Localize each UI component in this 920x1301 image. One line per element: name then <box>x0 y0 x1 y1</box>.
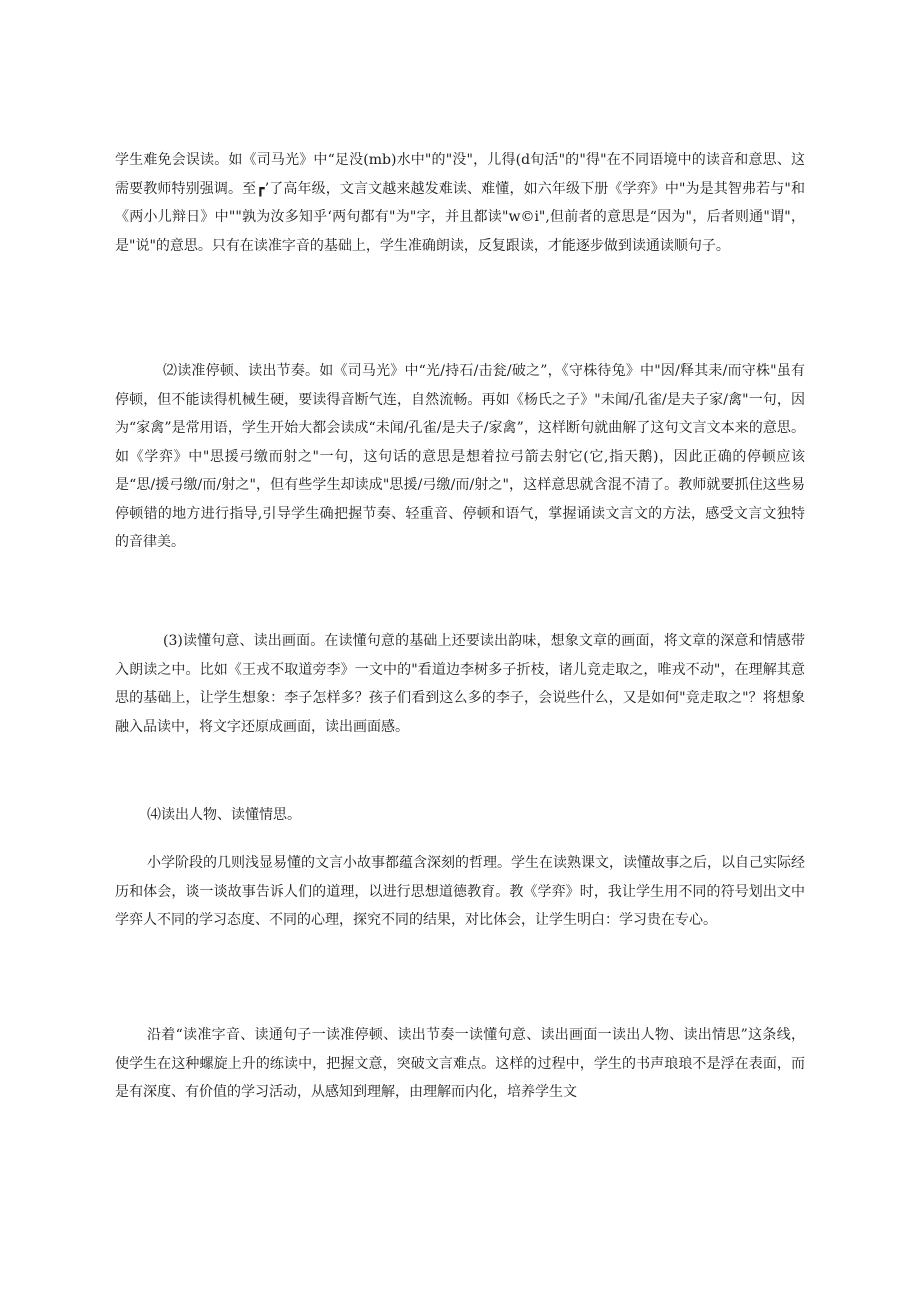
paragraph-heading-characters: ⑷读出人物、读懂情思。 <box>147 807 301 823</box>
paragraph-summary-line: 沿着“读准字音、读通句子一读准停顿、读出节奏一读懂句意、读出画面一读出人物、读出情思”这条线，使学生在这种螺旋上升的练读中，把握文意，突破文言难点。这样的过程中，学生的书声琅琅不是浮在表面，而是有深度、有价值的学习活动，从感知到理解，由理解而内化，培养学生文 <box>115 1027 805 1100</box>
paragraph-reading-pauses: ⑵读准停顿、读出节奏。如《司马光》中“光/持石/击瓮/破之”，《守株待兔》中"因/释其耒/而守株"虽有停顿，但不能读得机械生硬，要读得音断气连，自然流畅。再如《杨氏之子》"未闻/孔雀/是夫子家/禽"一句，因为“家禽”是常用语，学生开始大都会读成“未闻/孔雀/是夫子/家禽”，这样断句就曲解了这句文言文本来的意思。如《学弈》中"思援弓缴而射之"一句，这句话的意思是想着拉弓箭去射它(它,指天鹅)，因此正确的停顿应该是“思/援弓缴/而/射之"，但有些学生却读成"思援/弓缴/而/射之"，这样意思就含混不清了。教师就要抓住这些易停顿错的地方进行指导,引导学生确把握节奏、轻重音、停顿和语气，掌握诵读文言文的方法，感受文言文独特的音律美。 <box>115 363 805 550</box>
paragraph-moral-education: 小学阶段的几则浅显易懂的文言小故事都蕴含深刻的哲理。学生在读熟课文，读懂故事之后，以自己实际经历和体会，谈一谈故事告诉人们的道理，以进行思想道德教育。教《学弈》时，我让学生用不同的符号划出文中学弈人不同的学习态度、不同的心理，探究不同的结果，对比体会，让学生明白：学习贵在专心。 <box>115 855 805 928</box>
paragraph-pronunciation-examples: 学生难免会误读。如《司马光》中“足没(mb)水中"的"没"，儿得(d旬活"的"得"在不同语境中的读音和意思、这需要教师特别强调。至┏’了高年级，文言文越来越发难读、难懂，如六年级下册《学弈》中"为是其智弗若与"和《两小儿辩日》中""孰为汝多知乎‘两句都有"为"字，并且都读"w©i",但前者的意思是“因为"，后者则通"谓"，是"说"的意思。只有在读准字音的基础上，学生准确朗读，反复跟读，才能逐步做到读通读顺句子。 <box>115 152 805 254</box>
paragraph-reading-imagery: (3)读懂句意、读出画面。在读懂句意的基础上还要读出韵味，想象文章的画面，将文章的深意和情感带入朗读之中。比如《王戎不取道旁李》一文中的"看道边李树多子折枝，诸儿竞走取之，唯戎不动"，在理解其意思的基础上，让学生想象：李子怎样多？孩子们看到这么多的李子，会说些什么，又是如何"竞走取之"？将想象融入品读中，将文字还原成画面，读出画面感。 <box>115 633 805 735</box>
